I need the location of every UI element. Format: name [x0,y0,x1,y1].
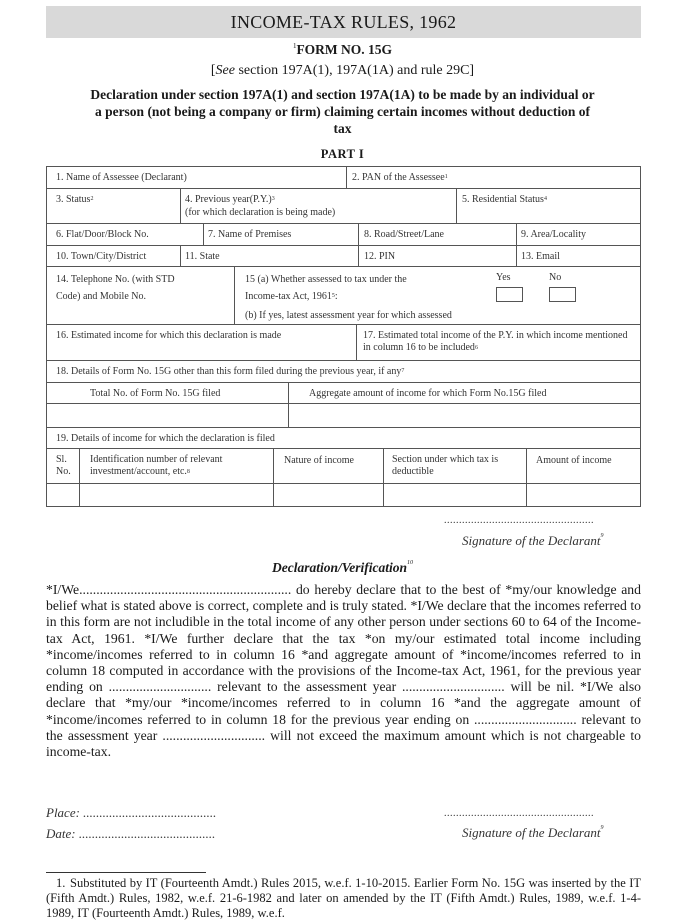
signature-sup: 9 [600,533,604,539]
latest-assessment-year-label: (b) If yes, latest assessment year for which assessed [245,310,452,321]
declaration-body: *I/We.............................................................. do hereby declare that to the best of *my/our knowledge and belief what is stated above is correct, complete and is truly stated. *I/We declare that the incomes referred to in this form are not includible in the total income of any other person under sections 60 to 64 of the Income-tax Act, 1961. *I/We further declare that the tax *on my/our estimated total income including *income/incomes referred to in column 16 *and aggregate amount of *income/incomes referred to in column 18 computed in accordance with the provisions of the Income-tax Act, 1961, for the previous year ending on .............................. relevant to the assessment year .............................. will be nil. *I/We also declare that *my/our *income/incomes referred to in column 16 *and the aggregate amount of *income/incomes referred to in column 18 for the previous year ending on .............................. relevant to the assessment year .............................. will not exceed the maximum amount which is not chargeable to income-tax. [46,582,641,760]
assessed-colon: : [334,291,338,302]
cell-divider [516,245,517,267]
telephone-line1: 14. Telephone No. (with STD [56,274,175,285]
email-label: 13. Email [521,251,560,262]
footnote-text: Substituted by IT (Fourteenth Amdt.) Rules 2015, w.e.f. 1-10-2015. Earlier Form No. 15G was inserted by the IT (Fifth Amdt.) Rules, 1982, w.e.f. 21-6-1982 and later on amended by the IT (Fifth Amdt.) Rules, 1989, w.e.f. 1-4-1989, IT (Fourteenth Amdt.) Rules, 1989, w.e.f. [46,876,641,920]
total-forms-filed-cell[interactable] [47,404,287,427]
sl-no-header: Sl. No. [56,454,71,477]
telephone-line2: Code) and Mobile No. [56,291,146,302]
signature-label-2 [462,825,604,841]
assessed-label [245,271,407,305]
cell-divider [526,448,527,507]
status-sup: 2 [90,196,94,202]
cell-divider [234,266,235,325]
assessed-line2: Income-tax Act, 1961 [245,291,332,302]
nature-of-income-header: Nature of income [284,455,354,466]
cell-divider [358,245,359,267]
cell-divider [346,166,347,189]
page-banner: INCOME-TAX RULES, 1962 [46,6,641,38]
cell-divider [273,448,274,507]
cell-divider [180,245,181,267]
footnote-ref: 1 [292,42,297,50]
footnote-rule [46,872,206,873]
previous-year-text: 4. Previous year(P.Y.) [185,194,272,205]
form15g-details-sup: 7 [401,368,405,374]
pan-sup: 1 [444,174,448,180]
town-city-label: 10. Town/City/District [56,251,147,262]
cell-divider [358,223,359,246]
previous-year-note: (for which declaration is being made) [185,207,336,218]
form-number-text: FORM NO. 15G [296,42,393,57]
income-details-label: 19. Details of income for which the declaration is filed [56,433,275,444]
declaration-heading-sup: 10 [407,560,413,566]
identification-number-sup: 8 [186,469,190,475]
footnote [46,876,641,921]
cell-divider [456,188,457,224]
section-header: Section under which tax is deductible [392,454,499,477]
residential-status-text: 5. Residential Status [462,194,544,205]
part-heading: PART I [320,147,365,161]
see-section [0,63,685,79]
estimated-income-label: 16. Estimated income for which this declaration is made [56,330,282,341]
estimated-total-income-text: 17. Estimated total income of the P.Y. in which income mentioned in column 16 to be included [363,330,628,353]
status-text: 3. Status [56,194,91,205]
date-field[interactable]: Date: .......................................... [46,826,216,841]
estimated-total-income-sup: 6 [474,345,478,351]
row-income-values [46,483,641,507]
name-of-assessee-label: 1. Name of Assessee (Declarant) [56,172,187,183]
road-street-label: 8. Road/Street/Lane [364,229,444,240]
signature-line: .................................................. [444,515,594,526]
residential-status-sup: 4 [543,196,547,202]
declaration-heading [0,560,685,576]
identification-number-text: Identification number of relevant investment/account, etc. [90,454,223,477]
signature-2-sup: 9 [600,825,604,831]
cell-divider [383,448,384,507]
pin-label: 12. PIN [364,251,396,262]
previous-year-label [185,193,335,219]
form-number [0,42,685,58]
telephone-label [56,271,175,305]
assessed-sup: 5 [331,293,335,299]
estimated-total-income-label [363,330,635,354]
cell-divider [203,223,204,246]
form15g-details-text: 18. Details of Form No. 15G other than this form filed during the previous year, if any [56,366,402,377]
cell-divider [516,223,517,246]
see-section-rest: section 197A(1), 197A(1A) and rule 29C] [234,63,475,78]
previous-year-sup: 3 [271,196,275,202]
see-word: See [215,63,235,78]
form-title: Declaration under section 197A(1) and section 197A(1A) to be made by an individual or a person (not being a company or firm) claiming certain incomes without deduction of tax [90,87,595,136]
no-checkbox[interactable] [549,287,576,302]
identification-number-header [90,454,270,478]
declaration-heading-text: Declaration/Verification [272,560,407,575]
flat-door-label: 6. Flat/Door/Block No. [56,229,149,240]
aggregate-amount-header: Aggregate amount of income for which Form No.15G filed [309,388,547,399]
area-locality-label: 9. Area/Locality [521,229,586,240]
amount-of-income-header: Amount of income [536,455,612,466]
total-forms-filed-header: Total No. of Form No. 15G filed [90,388,221,399]
place-field[interactable]: Place: ......................................... [46,805,217,820]
row-status [46,188,641,224]
pan-label-text: 2. PAN of the Assessee [352,172,445,183]
bracket-open: [ [210,63,216,78]
state-label: 11. State [185,251,220,262]
form15g-details-label [56,365,404,378]
yes-checkbox[interactable] [496,287,523,302]
premises-label: 7. Name of Premises [208,229,292,240]
footnote-number: 1. [56,876,66,890]
no-label: No [549,272,562,283]
cell-divider [356,324,357,361]
signature-label-text: Signature of the Declarant [462,533,601,548]
residential-status-label [462,193,547,206]
signature-line-2: .................................................. [444,808,594,819]
signature-label-2-text: Signature of the Declarant [462,825,601,840]
cell-divider [79,448,80,507]
status-label [56,193,93,206]
yes-label: Yes [496,272,511,283]
pan-label [352,171,448,184]
signature-label [462,533,604,549]
aggregate-amount-cell[interactable] [289,404,640,427]
assessed-line1: 15 (a) Whether assessed to tax under the [245,274,407,285]
cell-divider [180,188,181,224]
